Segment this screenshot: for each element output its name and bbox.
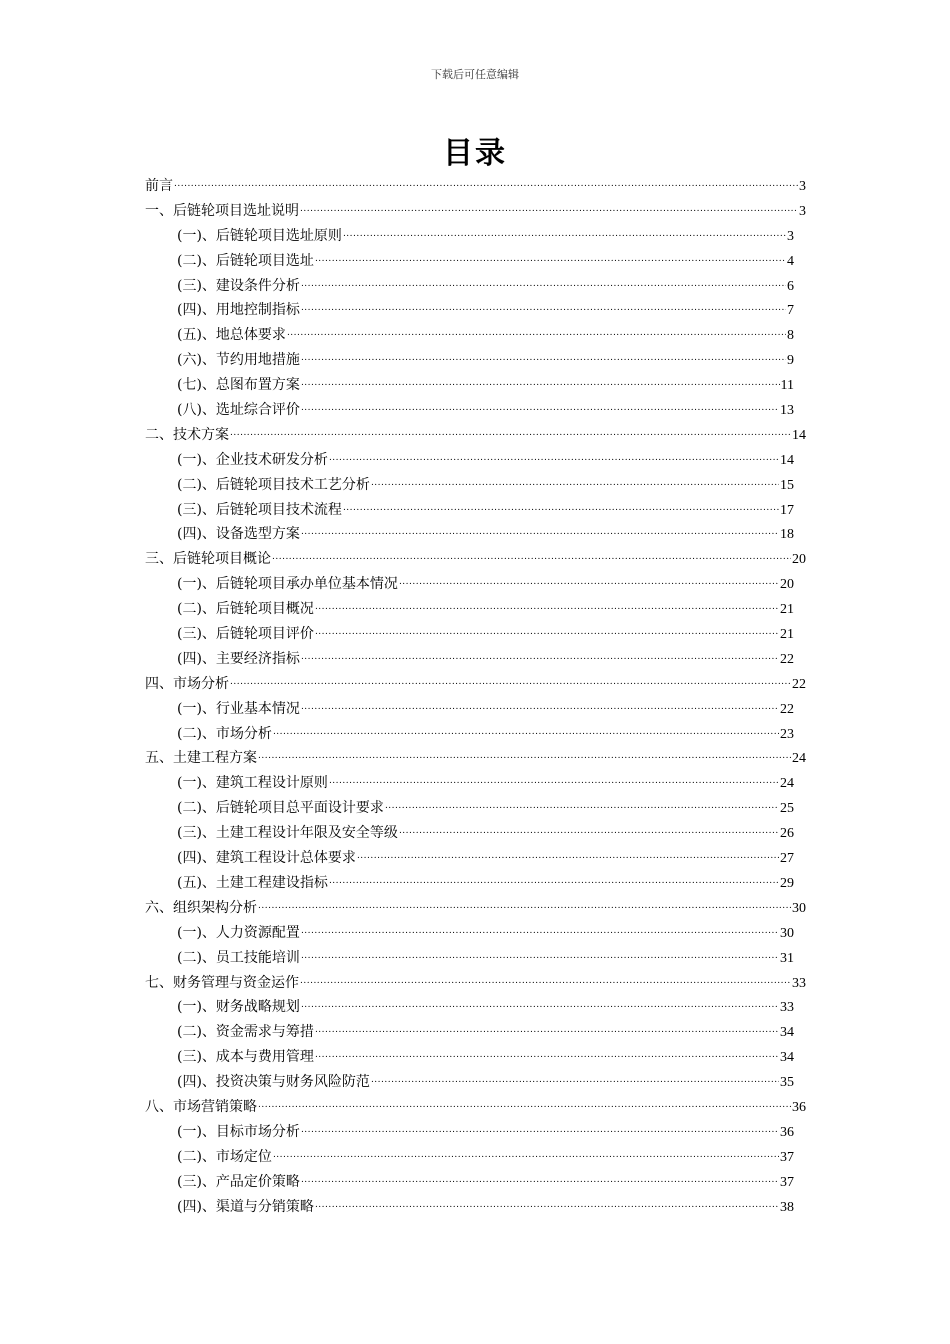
toc-entry-page-number: 24 <box>792 751 806 767</box>
toc-entry-page-number: 11 <box>780 378 794 394</box>
toc-entry-page-number: 22 <box>780 651 794 667</box>
toc-entry-label: (四)、设备选型方案 <box>177 526 300 543</box>
toc-entry-page-number: 17 <box>780 502 794 518</box>
toc-entry-label: (五)、土建工程建设指标 <box>177 874 328 891</box>
toc-entry-label: 八、市场营销策略 <box>145 1098 257 1115</box>
toc-dot-leader <box>315 618 779 645</box>
toc-entry-label: 六、组织架构分析 <box>145 899 257 916</box>
toc-entry-page-number: 22 <box>792 676 806 692</box>
toc-entry-label: (一)、财务战略规划 <box>177 999 300 1016</box>
toc-entry-label: (四)、投资决策与财务风险防范 <box>177 1074 370 1091</box>
toc-entry-label: (七)、总图布置方案 <box>177 377 300 394</box>
toc-entry-page-number: 15 <box>780 477 794 493</box>
toc-title: 目录 <box>443 136 507 171</box>
toc-entry[interactable] <box>145 1195 794 1220</box>
toc-entry-label: (二)、员工技能培训 <box>177 949 300 966</box>
toc-dot-leader <box>315 1041 779 1068</box>
toc-dot-leader <box>371 469 779 496</box>
toc-entry-page-number: 3 <box>799 203 806 219</box>
toc-entry-page-number: 33 <box>780 1000 794 1016</box>
toc-entry-page-number: 21 <box>780 602 794 618</box>
toc-entry-label: (三)、土建工程设计年限及安全等级 <box>177 825 398 842</box>
toc-entry-label: (四)、用地控制指标 <box>177 302 300 319</box>
toc-entry-page-number: 23 <box>780 726 794 742</box>
toc-dot-leader <box>273 718 779 745</box>
toc-entry-label: 一、后链轮项目选址说明 <box>145 202 299 219</box>
toc-dot-leader <box>315 245 786 272</box>
toc-entry-label: (二)、后链轮项目选址 <box>177 252 314 269</box>
toc-entry-page-number: 31 <box>780 950 794 966</box>
toc-entry-label: 三、后链轮项目概论 <box>145 551 271 568</box>
table-of-contents <box>145 174 806 1219</box>
toc-dot-leader <box>301 693 779 720</box>
toc-entry-page-number: 14 <box>792 427 806 443</box>
toc-dot-leader <box>301 643 779 670</box>
toc-entry-page-number: 36 <box>780 1124 794 1140</box>
toc-dot-leader <box>301 942 779 969</box>
toc-entry-label: (三)、后链轮项目技术流程 <box>177 501 342 518</box>
toc-entry-page-number: 37 <box>780 1149 794 1165</box>
toc-entry-page-number: 7 <box>787 303 794 319</box>
toc-entry-label: (三)、后链轮项目评价 <box>177 626 314 643</box>
toc-entry-page-number: 34 <box>780 1050 794 1066</box>
toc-dot-leader <box>174 170 798 197</box>
toc-dot-leader <box>385 792 779 819</box>
toc-entry-label: (一)、企业技术研发分析 <box>177 451 328 468</box>
toc-dot-leader <box>399 568 779 595</box>
toc-dot-leader <box>273 1141 779 1168</box>
toc-entry-page-number: 33 <box>792 975 806 991</box>
toc-entry-label: (二)、市场定位 <box>177 1148 272 1165</box>
toc-entry-page-number: 9 <box>787 353 794 369</box>
toc-entry-label: (一)、后链轮项目承办单位基本情况 <box>177 576 398 593</box>
toc-entry-page-number: 38 <box>780 1199 794 1215</box>
toc-entry-page-number: 18 <box>780 527 794 543</box>
toc-entry-page-number: 26 <box>780 826 794 842</box>
toc-entry-label: (二)、资金需求与筹措 <box>177 1024 314 1041</box>
toc-dot-leader <box>258 892 791 919</box>
toc-entry-page-number: 22 <box>780 701 794 717</box>
toc-entry-page-number: 35 <box>780 1075 794 1091</box>
toc-entry-label: (八)、选址综合评价 <box>177 402 300 419</box>
toc-dot-leader <box>301 270 786 297</box>
toc-entry-page-number: 3 <box>799 179 806 194</box>
toc-entry-page-number: 20 <box>792 552 806 568</box>
toc-dot-leader <box>329 767 779 794</box>
toc-dot-leader <box>357 842 779 869</box>
toc-dot-leader <box>315 1191 779 1218</box>
toc-entry-page-number: 25 <box>780 801 794 817</box>
toc-entry-label: 七、财务管理与资金运作 <box>145 974 299 991</box>
toc-entry-label: (一)、目标市场分析 <box>177 1123 300 1140</box>
toc-entry-label: (三)、建设条件分析 <box>177 277 300 294</box>
toc-dot-leader <box>371 1066 779 1093</box>
toc-entry-label: 二、技术方案 <box>145 426 229 443</box>
toc-entry-label: (五)、地总体要求 <box>177 327 286 344</box>
toc-dot-leader <box>258 1091 791 1118</box>
header-note: 下载后可任意编辑 <box>431 68 519 81</box>
toc-entry-page-number: 13 <box>780 403 794 419</box>
toc-entry-label: 五、土建工程方案 <box>145 750 257 767</box>
toc-entry-label: (一)、人力资源配置 <box>177 924 300 941</box>
toc-entry-label: (二)、后链轮项目概况 <box>177 601 314 618</box>
toc-entry-page-number: 34 <box>780 1025 794 1041</box>
toc-entry-page-number: 36 <box>792 1099 806 1115</box>
toc-entry-label: (四)、渠道与分销策略 <box>177 1198 314 1215</box>
toc-entry-page-number: 20 <box>780 577 794 593</box>
toc-entry-label: 前言 <box>145 178 173 194</box>
toc-dot-leader <box>301 344 786 371</box>
toc-dot-leader <box>343 220 786 247</box>
toc-dot-leader <box>315 593 779 620</box>
toc-entry-page-number: 24 <box>780 776 794 792</box>
toc-dot-leader <box>301 369 780 396</box>
toc-dot-leader <box>301 1166 779 1193</box>
toc-entry-label: (一)、行业基本情况 <box>177 700 300 717</box>
toc-entry-page-number: 8 <box>787 328 794 344</box>
toc-entry-label: (四)、建筑工程设计总体要求 <box>177 850 356 867</box>
toc-dot-leader <box>258 742 791 769</box>
toc-entry-label: (二)、后链轮项目技术工艺分析 <box>177 476 370 493</box>
toc-dot-leader <box>399 817 779 844</box>
toc-entry-label: (一)、后链轮项目选址原则 <box>177 227 342 244</box>
toc-entry-label: (一)、建筑工程设计原则 <box>177 775 328 792</box>
toc-entry-page-number: 27 <box>780 851 794 867</box>
toc-entry-label: 四、市场分析 <box>145 675 229 692</box>
toc-entry-page-number: 29 <box>780 875 794 891</box>
toc-entry-page-number: 21 <box>780 627 794 643</box>
toc-entry-page-number: 6 <box>787 278 794 294</box>
toc-dot-leader <box>300 967 791 994</box>
toc-entry-label: (三)、产品定价策略 <box>177 1173 300 1190</box>
toc-entry-label: (四)、主要经济指标 <box>177 650 300 667</box>
toc-dot-leader <box>272 543 791 570</box>
toc-entry-label: (六)、节约用地措施 <box>177 352 300 369</box>
toc-dot-leader <box>301 991 779 1018</box>
toc-dot-leader <box>343 494 779 521</box>
toc-dot-leader <box>300 195 798 222</box>
toc-dot-leader <box>287 319 786 346</box>
toc-entry-page-number: 14 <box>780 452 794 468</box>
toc-entry-page-number: 37 <box>780 1174 794 1190</box>
toc-dot-leader <box>329 444 779 471</box>
toc-entry-page-number: 3 <box>787 228 794 244</box>
toc-entry-label: (二)、市场分析 <box>177 725 272 742</box>
toc-dot-leader <box>230 419 791 446</box>
toc-dot-leader <box>230 668 791 695</box>
toc-entry-page-number: 4 <box>787 253 794 269</box>
toc-dot-leader <box>301 394 779 421</box>
toc-entry-label: (三)、成本与费用管理 <box>177 1049 314 1066</box>
toc-dot-leader <box>301 917 779 944</box>
toc-dot-leader <box>301 518 779 545</box>
toc-dot-leader <box>301 294 786 321</box>
toc-entry-page-number: 30 <box>792 900 806 916</box>
toc-dot-leader <box>301 1116 779 1143</box>
toc-dot-leader <box>315 1016 779 1043</box>
toc-entry-page-number: 30 <box>780 925 794 941</box>
toc-dot-leader <box>329 867 779 894</box>
toc-entry-label: (二)、后链轮项目总平面设计要求 <box>177 800 384 817</box>
